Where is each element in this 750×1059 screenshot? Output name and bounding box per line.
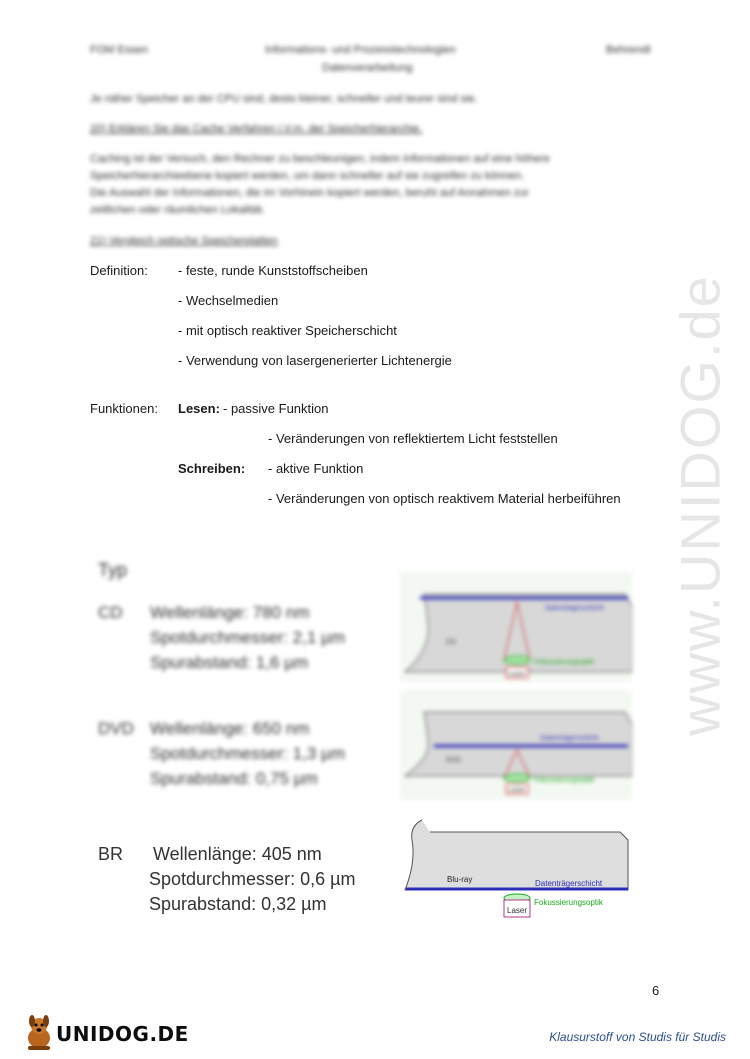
blurred-paragraph-1: Je näher Speicher an der CPU sind, desto kleiner, schneller und teurer sind sie. bbox=[90, 93, 478, 105]
definition-item: - mit optisch reaktiver Speicherschicht bbox=[178, 323, 397, 338]
focus-optic bbox=[504, 656, 530, 664]
dvd-spot: Spotdurchmesser: 1,3 µm bbox=[150, 744, 345, 763]
laser-label: Laser bbox=[508, 671, 526, 678]
layer-label: Datenträgerschicht bbox=[545, 605, 604, 612]
header-left: FOM Essen bbox=[90, 44, 149, 56]
cd-specs bbox=[98, 600, 398, 680]
cd-values bbox=[150, 600, 345, 675]
cd-track: Spurabstand: 1,6 µm bbox=[150, 653, 309, 672]
cd-wavelength: Wellenlänge: 780 nm bbox=[150, 603, 310, 622]
disc-label: Blu-ray bbox=[447, 875, 473, 884]
lesen-label: Lesen: bbox=[178, 401, 220, 416]
bluray-disc-svg bbox=[400, 810, 632, 925]
cd-spot: Spotdurchmesser: 2,1 µm bbox=[150, 628, 345, 647]
footer-tagline: Klausurstoff von Studis für Studis bbox=[549, 1030, 726, 1044]
blurred-paragraph-2-line3: Die Auswahl der Informationen, die im Vorhinein kopiert werden, beruht auf Annahmen zur bbox=[90, 187, 530, 199]
funktionen-label: Funktionen: bbox=[90, 401, 158, 416]
focus-optic bbox=[504, 774, 530, 782]
dvd-disc-svg bbox=[400, 690, 632, 800]
br-wavelength: Wellenlänge: 405 nm bbox=[153, 844, 322, 864]
header-right: Behrendt bbox=[606, 44, 651, 56]
laser-label: Laser bbox=[508, 787, 526, 794]
schreiben-label: Schreiben: bbox=[178, 461, 246, 476]
lesen-item: - passive Funktion bbox=[223, 401, 329, 416]
definition-item: - Verwendung von lasergenerierter Lichtenergie bbox=[178, 353, 452, 368]
disc-body bbox=[405, 712, 632, 776]
cd-type-label: CD bbox=[98, 603, 123, 622]
dvd-type-label: DVD bbox=[98, 719, 134, 738]
header-center-line1: Informations- und Prozesstechnologien bbox=[265, 44, 456, 56]
watermark bbox=[645, 270, 750, 740]
cd-diagram bbox=[400, 572, 632, 682]
cd-disc-svg bbox=[400, 572, 632, 682]
optic-label: Fokussierungsoptik bbox=[534, 898, 603, 907]
blurred-paragraph-2-line1: Caching ist der Versuch, den Rechner zu beschleunigen, indem Informationen auf eine höhere bbox=[90, 153, 550, 165]
dvd-wavelength: Wellenlänge: 650 nm bbox=[150, 719, 310, 738]
definition-label: Definition: bbox=[90, 263, 148, 278]
dvd-specs bbox=[98, 716, 398, 796]
blurred-paragraph-2-line2: Speicherhierarchieebene kopiert werden, um dann schneller auf sie zugreifen zu können. bbox=[90, 170, 525, 182]
bluray-diagram bbox=[400, 810, 632, 925]
logo-text: UNIDOG.DE bbox=[56, 1022, 189, 1046]
br-track: Spurabstand: 0,32 µm bbox=[149, 894, 327, 914]
dog-icon bbox=[22, 1012, 58, 1052]
unidog-logo bbox=[22, 1010, 189, 1050]
disc-label: CD bbox=[446, 639, 457, 646]
br-spot: Spotdurchmesser: 0,6 µm bbox=[149, 869, 356, 889]
watermark-text: www.UNIDOG.de bbox=[668, 274, 732, 736]
br-specs bbox=[98, 842, 398, 922]
dvd-values bbox=[150, 716, 345, 791]
blurred-question-21: 21) Vergleich optische Speicherplatten bbox=[90, 235, 278, 247]
laser-label: Laser bbox=[507, 906, 528, 915]
dvd-track: Spurabstand: 0,75 µm bbox=[150, 769, 318, 788]
disc-label: DVD bbox=[446, 757, 461, 764]
lesen-item: - Veränderungen von reflektiertem Licht feststellen bbox=[268, 431, 558, 446]
definition-item: - Wechselmedien bbox=[178, 293, 279, 308]
br-values bbox=[149, 842, 356, 917]
schreiben-item: - Veränderungen von optisch reaktivem Material herbeiführen bbox=[268, 491, 621, 506]
br-type-label: BR bbox=[98, 844, 124, 864]
definition-item: - feste, runde Kunststoffscheiben bbox=[178, 263, 368, 278]
optic-label: Fokussierungsoptik bbox=[534, 659, 595, 666]
layer-label: Datenträgerschicht bbox=[535, 879, 603, 888]
blurred-paragraph-2-line4: zeitlichen oder räumlichen Lokalität. bbox=[90, 204, 265, 216]
page-number: 6 bbox=[652, 983, 660, 998]
schreiben-item: - aktive Funktion bbox=[268, 461, 364, 476]
layer-label: Datenträgerschicht bbox=[540, 735, 599, 742]
typ-heading: Typ bbox=[98, 560, 128, 580]
dvd-diagram bbox=[400, 690, 632, 800]
optic-label: Fokussierungsoptik bbox=[534, 777, 595, 784]
blurred-question-20: 20) Erklären Sie das Cache Verfahren i.V.m. der Speicherhierarchie. bbox=[90, 123, 423, 135]
header-center-line2: Datenverarbeitung bbox=[322, 62, 413, 74]
